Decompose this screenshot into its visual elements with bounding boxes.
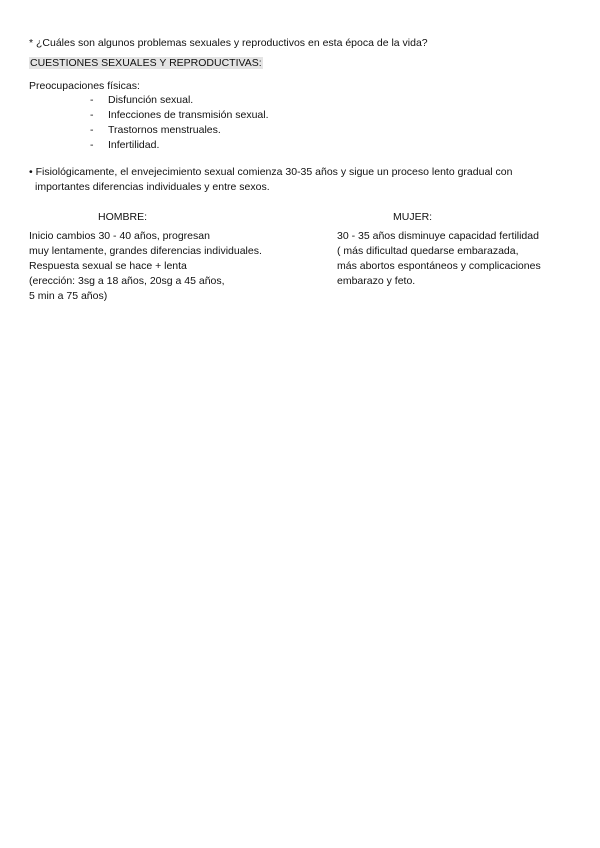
dash-marker: - bbox=[90, 109, 94, 121]
concerns-label: Preocupaciones físicas: bbox=[29, 80, 140, 92]
list-item-text: Trastornos menstruales. bbox=[108, 124, 221, 136]
dash-marker: - bbox=[90, 94, 94, 106]
list-item-text: Disfunción sexual. bbox=[108, 94, 194, 106]
list-item: más abortos espontáneos y complicaciones bbox=[337, 260, 541, 272]
concerns-list bbox=[90, 93, 269, 153]
list-item bbox=[90, 123, 269, 138]
section-heading bbox=[29, 56, 263, 71]
section-heading-text: CUESTIONES SEXUALES Y REPRODUCTIVAS: bbox=[30, 57, 262, 69]
list-item: Inicio cambios 30 - 40 años, progresan bbox=[29, 230, 210, 242]
dash-marker: - bbox=[90, 139, 94, 151]
list-item-text: Infertilidad. bbox=[108, 139, 160, 151]
list-item: muy lentamente, grandes diferencias individuales. bbox=[29, 245, 262, 257]
female-heading: MUJER: bbox=[393, 211, 433, 223]
list-item-text: Infecciones de transmisión sexual. bbox=[108, 109, 269, 121]
male-column bbox=[29, 229, 262, 304]
list-item bbox=[90, 108, 269, 123]
list-item bbox=[90, 138, 269, 153]
list-item: 5 min a 75 años) bbox=[29, 290, 108, 302]
list-item: ( más dificultad quedarse embarazada, bbox=[337, 245, 519, 257]
list-item: Respuesta sexual se hace + lenta bbox=[29, 260, 187, 272]
list-item: 30 - 35 años disminuye capacidad fertilidad bbox=[337, 230, 539, 242]
list-item bbox=[90, 93, 269, 108]
female-column bbox=[337, 229, 541, 289]
list-item: (erección: 3sg a 18 años, 20sg a 45 años, bbox=[29, 275, 225, 287]
physiology-line-2: importantes diferencias individuales y entre sexos. bbox=[35, 181, 270, 193]
male-heading: HOMBRE: bbox=[98, 211, 148, 223]
physiology-line-1: • Fisiológicamente, el envejecimiento sexual comienza 30-35 años y sigue un proceso lento gradual con bbox=[29, 166, 513, 178]
dash-marker: - bbox=[90, 124, 94, 136]
question-text: * ¿Cuáles son algunos problemas sexuales y reproductivos en esta época de la vida? bbox=[29, 37, 428, 49]
list-item: embarazo y feto. bbox=[337, 275, 416, 287]
